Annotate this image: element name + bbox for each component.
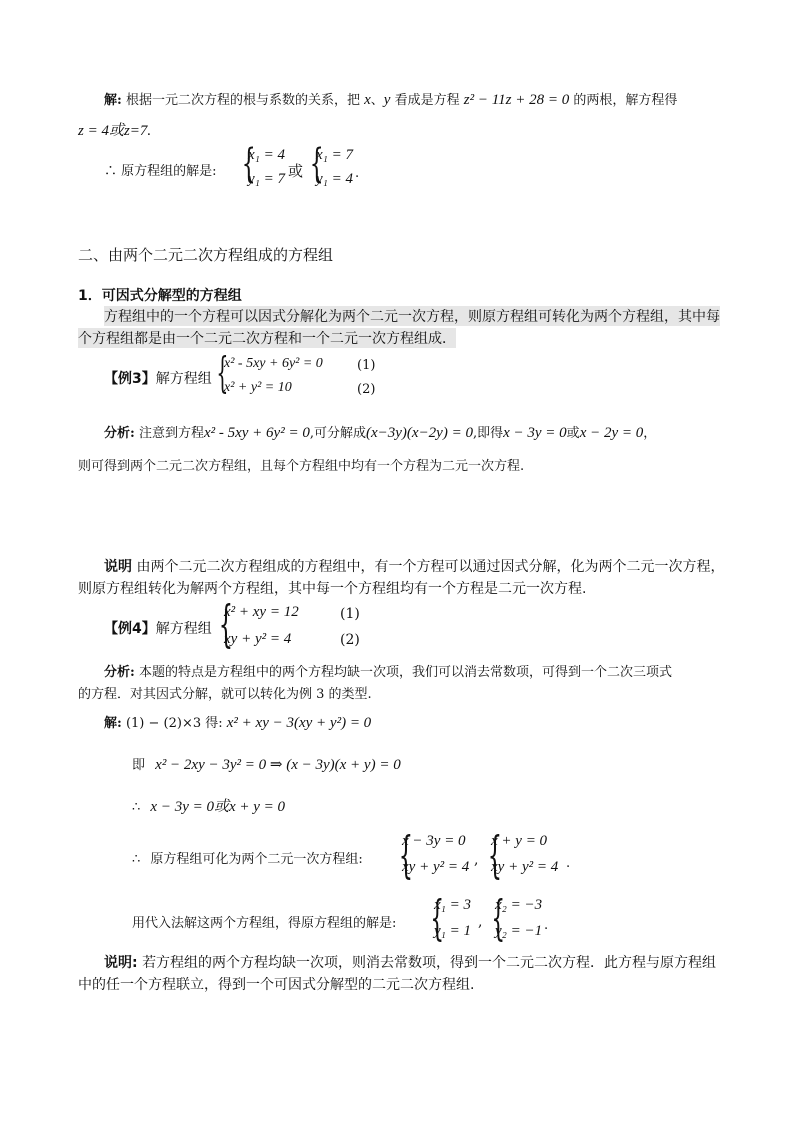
step-label: (1) − (2)×3 得:: [125, 716, 223, 731]
paragraph-line: 个方程组都是由一个二元二次方程和一个二元一次方程组成．: [78, 328, 456, 348]
note-prefix: 说明:: [104, 955, 138, 971]
solution1-conclusion: [104, 160, 217, 179]
analysis-text: ,可分解成: [309, 426, 366, 441]
note-text: 由两个二元二次方程组成的方程组中，有一个方程可以通过因式分解，化为两个二元一次方程，: [136, 559, 725, 575]
equation-2: x² + y² = 10: [224, 380, 292, 395]
solution4-step3: [132, 795, 285, 816]
analysis3-line1: [104, 422, 656, 442]
note-prefix: 说明: [104, 559, 132, 575]
system-line: y₁ = 4: [316, 171, 353, 187]
analysis-text: 本题的特点是方程组中的两个方程均缺一次项，我们可以消去常数项，可得到一个二次三项式: [138, 665, 672, 680]
solution-line: y₂ = −1: [495, 923, 543, 939]
step-equation: x² + xy − 3(xy + y²) = 0: [226, 715, 372, 731]
end-period: .: [566, 856, 571, 871]
solution4-step1: [104, 712, 371, 732]
therefore-symbol: ∴: [132, 852, 141, 867]
paragraph-line: 方程组中的一个方程可以因式分解化为两个二元一次方程，则原方程组可转化为两个方程组，其中每: [104, 306, 720, 326]
example-label: 【例3】: [104, 371, 156, 387]
factored-equation: (x−3y)(x−2y) = 0: [365, 425, 473, 441]
step-equation: x² − 2xy − 3y² = 0 ⇒ (x − 3y)(x + y) = 0: [155, 757, 401, 773]
analysis-prefix: 分析:: [104, 426, 135, 441]
example-label: 【例4】: [104, 621, 156, 637]
system-line: x − 3y = 0: [402, 833, 466, 849]
brace-icon: {: [216, 348, 229, 397]
note-text: 若方程组的两个方程均缺一次项，则消去常数项，得到一个二元二次方程．此方程与原方程组: [142, 955, 717, 971]
system-line: x₁ = 7: [316, 147, 353, 163]
solution-text: 的两根，解方程得: [573, 93, 678, 108]
system-line: xy + y² = 4: [402, 859, 470, 875]
solution-text: 看成是方程: [394, 93, 460, 108]
example3-heading: [104, 368, 212, 388]
separator: ,: [478, 914, 483, 930]
equation-number: (1): [340, 606, 360, 622]
brace-icon: {: [398, 826, 414, 884]
system-line: y₁ = 7: [248, 171, 285, 187]
factor-1: x − 3y = 0: [503, 425, 567, 441]
analysis4-line2: 的方程．对其因式分解，就可以转化为例 3 的类型.: [78, 687, 372, 702]
solution4-step4: [132, 848, 363, 867]
brace-icon: {: [491, 890, 506, 946]
separator: 、: [370, 93, 384, 108]
equation-number: (2): [357, 382, 376, 397]
brace-icon: {: [218, 595, 234, 653]
or-word: 或: [566, 426, 580, 441]
system-line: xy + y² = 4: [491, 859, 559, 875]
solution4-step2: [132, 754, 401, 774]
solution-prefix: 解:: [104, 93, 122, 108]
separator: ,: [474, 852, 479, 868]
end-period: .: [355, 166, 360, 181]
solution-text: 根据一元二次方程的根与系数的关系，把: [125, 93, 360, 108]
solution4-step5: 用代入法解这两个方程组，得原方程组的解是:: [132, 916, 397, 931]
brace-icon: {: [487, 826, 503, 884]
note1-line1: [104, 556, 724, 576]
solution-label: 原方程组的解是:: [121, 164, 217, 179]
solution-line: y₁ = 1: [434, 923, 471, 939]
var-y: y: [383, 92, 391, 108]
analysis-text: ,即得: [472, 426, 504, 441]
step-text: 原方程组可化为两个二元一次方程组:: [150, 852, 363, 867]
comma: ，: [643, 426, 657, 441]
equation-number: (2): [340, 632, 360, 648]
solution-prefix: 解:: [104, 716, 122, 731]
analysis-equation: x² - 5xy + 6y² = 0: [203, 425, 310, 441]
equation-2: xy + y² = 4: [224, 631, 292, 647]
solution-line: x₂ = −3: [495, 897, 543, 913]
example-text: 解方程组: [155, 621, 212, 637]
result-text: z = 4或z=7: [78, 123, 148, 139]
or-word: 或: [288, 162, 304, 180]
analysis-text: 注意到方程: [138, 426, 204, 441]
therefore-symbol: ∴: [104, 164, 118, 179]
example-text: 解方程组: [155, 371, 212, 387]
subsection-title: 1．可因式分解型的方程组: [78, 288, 242, 304]
brace-icon: {: [309, 141, 324, 187]
note2-line1: [104, 952, 716, 972]
analysis3-line2: 则可得到两个二元二次方程组，且每个方程组中均有一个方程为二元一次方程.: [78, 459, 525, 474]
system-line: x + y = 0: [491, 833, 548, 849]
analysis4-line1: [104, 661, 672, 680]
brace-icon: {: [430, 890, 445, 946]
result-end: .: [147, 123, 152, 139]
end-period: .: [544, 918, 549, 933]
solution-line: x₁ = 3: [434, 897, 471, 913]
therefore-symbol: ∴: [132, 800, 141, 815]
quadratic-equation: z² − 11z + 28 = 0: [463, 92, 570, 108]
step-equation: x − 3y = 0或x + y = 0: [150, 799, 286, 815]
equation-1: x² + xy = 12: [224, 604, 299, 620]
example4-heading: [104, 618, 212, 638]
section-title: 二、由两个二元二次方程组成的方程组: [78, 246, 334, 264]
note1-line2: 则原方程组转化为解两个方程组，其中每一个方程组均有一个方程是二元一次方程.: [78, 581, 587, 597]
solution1-result: [78, 119, 151, 140]
var-x: x: [364, 92, 371, 108]
equation-number: (1): [357, 358, 376, 373]
factor-2: x − 2y = 0: [579, 425, 644, 441]
system-line: x₁ = 4: [248, 147, 285, 163]
step-label: 即: [132, 758, 146, 773]
brace-icon: {: [241, 141, 256, 187]
solution1-line1: [104, 89, 677, 109]
equation-1: x² - 5xy + 6y² = 0: [224, 356, 323, 371]
analysis-prefix: 分析:: [104, 665, 135, 680]
note2-line2: 中的任一个方程联立，得到一个可因式分解型的二元二次方程组.: [78, 977, 475, 993]
